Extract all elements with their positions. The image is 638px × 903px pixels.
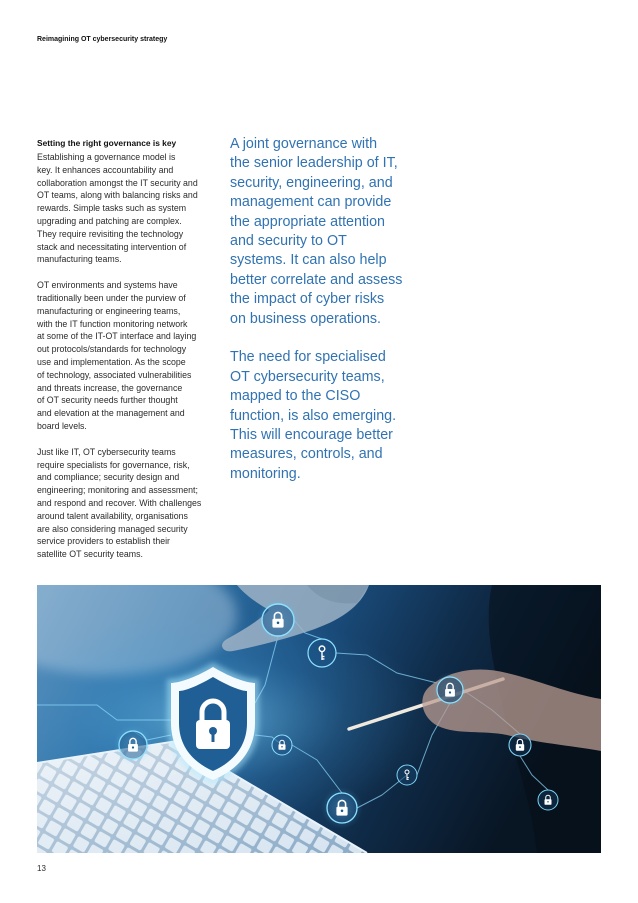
hero-image	[37, 585, 601, 853]
cybersecurity-illustration	[37, 585, 601, 853]
shield-lock-keyhole-slot	[212, 733, 215, 742]
padlock-icon	[272, 735, 292, 755]
key-icon	[397, 765, 417, 785]
body-paragraph: Establishing a governance model is key. It enhances accountability and collaboration amongst the IT security and OT teams, along with balancing risks and rewards. Simple tasks such as system upgrading and patching are complex. They require revisiting the technology stack and necessitating intervention of manufacturing teams.	[37, 152, 198, 265]
padlock-icon	[538, 790, 558, 810]
page-number: 13	[37, 864, 46, 873]
body-column	[37, 137, 223, 574]
body-paragraph: Just like IT, OT cybersecurity teams require specialists for governance, risk, and compliance; security design and engineering; monitoring and assessment; and respond and recover. With challenges around talent availability, organisations are also considering managed security service providers to establish their satellite OT security teams.	[37, 446, 202, 560]
running-header-title: Reimagining OT cybersecurity strategy	[37, 36, 168, 43]
padlock-icon	[509, 734, 531, 756]
key-icon	[308, 639, 336, 667]
section-heading: Setting the right governance is key	[37, 138, 177, 148]
padlock-icon	[256, 598, 300, 642]
padlock-icon	[113, 725, 153, 765]
pull-quote-paragraph: The need for specialised OT cybersecurity teams, mapped to the CISO function, is also emerging. This will encourage better measures, controls, and monitoring.	[230, 349, 397, 482]
pull-quote-paragraph: A joint governance with the senior leadership of IT, security, engineering, and management can provide the appropriate attention and security to OT systems. It can also help better correlate and assess the impact of cyber risks on business operations.	[230, 136, 403, 327]
shield-lock-icon	[171, 667, 255, 780]
pull-quote	[230, 135, 430, 504]
body-paragraph: OT environments and systems have traditionally been under the purview of manufacturing or engineering teams, with the IT function monitoring network at some of the IT-OT interface and laying out protocols/standards for technology use and implementation. As the scope of technology, associated vulnerabilities and threats increase, the governance of OT security needs further thought and elevation at the management and board levels.	[37, 280, 197, 431]
padlock-icon	[432, 672, 468, 708]
padlock-icon	[321, 787, 363, 829]
